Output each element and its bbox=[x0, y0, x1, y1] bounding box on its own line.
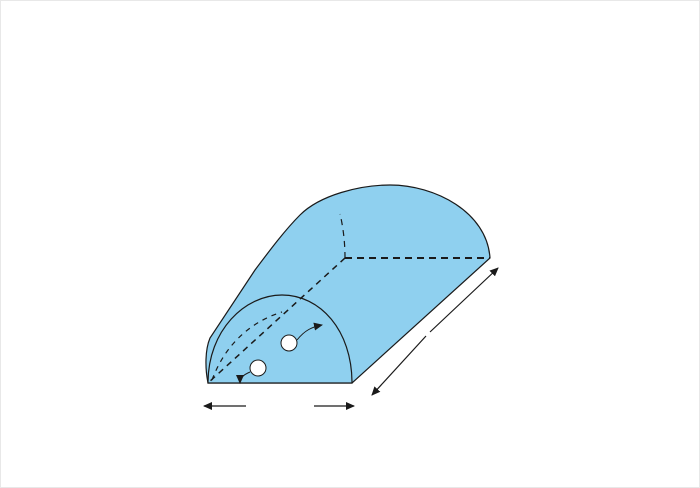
surface-1-circle bbox=[250, 360, 266, 376]
surface-2-circle bbox=[281, 335, 297, 351]
